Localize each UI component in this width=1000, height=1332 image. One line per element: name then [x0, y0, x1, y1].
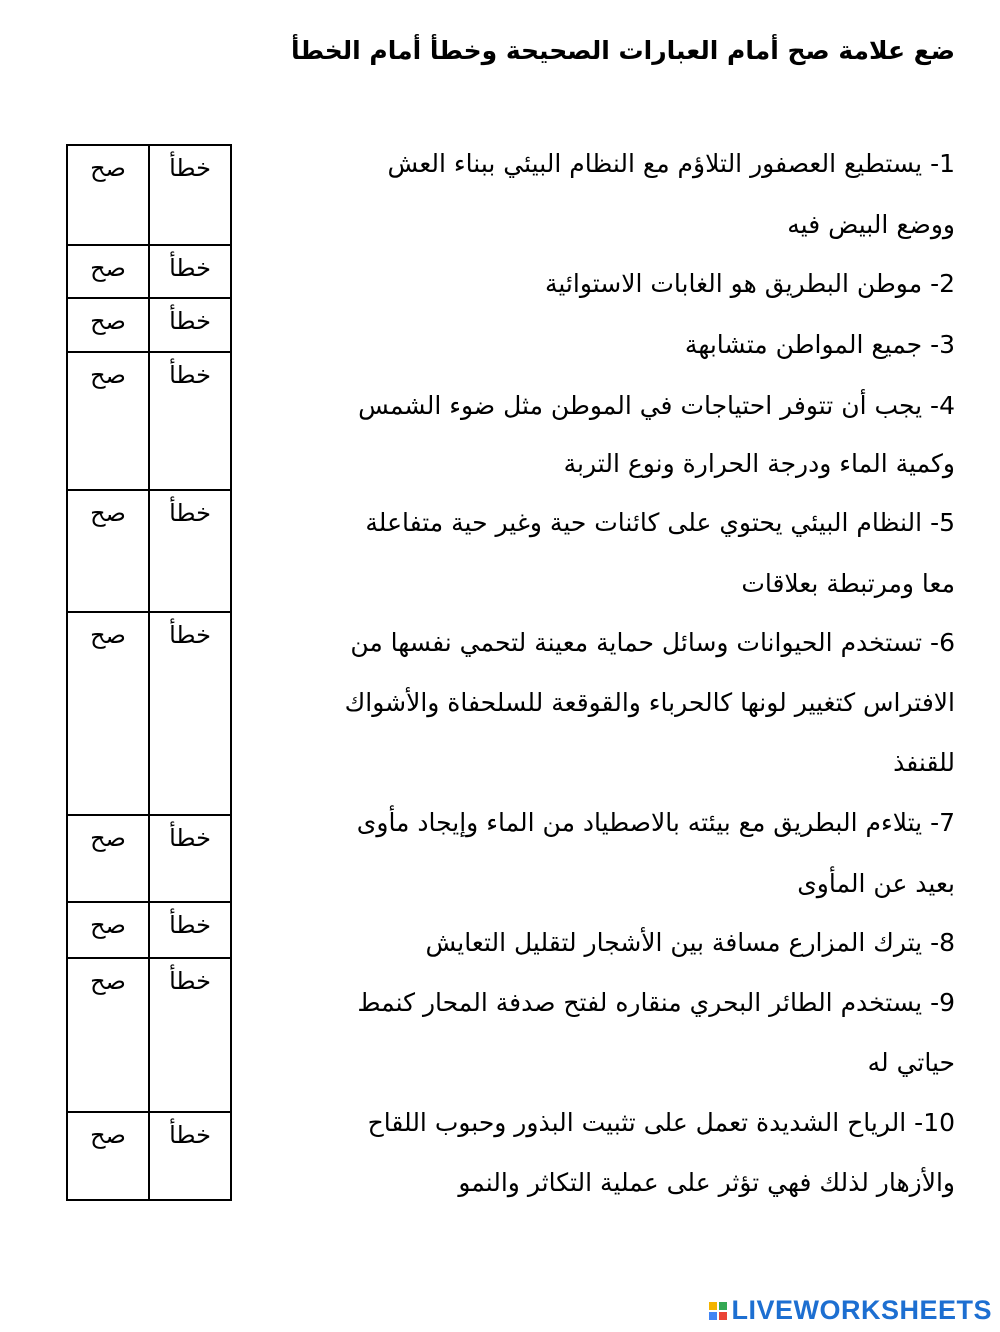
- question-9-line-1: 9- يستخدم الطائر البحري منقاره لفتح صدفة المحار كنمط: [357, 988, 955, 1017]
- logo-square: [709, 1312, 717, 1320]
- true-option[interactable]: صح: [67, 612, 149, 815]
- true-option[interactable]: صح: [67, 815, 149, 902]
- logo-icon: [709, 1302, 727, 1320]
- true-option[interactable]: صح: [67, 145, 149, 245]
- true-option[interactable]: صح: [67, 298, 149, 352]
- question-4-line-1: 4- يجب أن تتوفر احتياجات في الموطن مثل ضوء الشمس: [358, 391, 955, 420]
- false-option[interactable]: خطأ: [149, 298, 231, 352]
- false-option[interactable]: خطأ: [149, 1112, 231, 1200]
- logo-square: [709, 1302, 717, 1310]
- false-option[interactable]: خطأ: [149, 902, 231, 958]
- answer-row-1: [67, 145, 231, 245]
- answer-row-5: [67, 490, 231, 612]
- question-4-line-2: وكمية الماء ودرجة الحرارة ونوع التربة: [563, 449, 955, 478]
- question-7-line-2: بعيد عن المأوى: [797, 869, 955, 898]
- false-option[interactable]: خطأ: [149, 815, 231, 902]
- false-option[interactable]: خطأ: [149, 958, 231, 1112]
- question-6-line-3: للقنفذ: [893, 748, 955, 777]
- question-5-line-2: معا ومرتبطة بعلاقات: [741, 569, 955, 598]
- true-option[interactable]: صح: [67, 245, 149, 298]
- true-option[interactable]: صح: [67, 902, 149, 958]
- answer-row-2: [67, 245, 231, 298]
- question-8-line-1: 8- يترك المزارع مسافة بين الأشجار لتقليل التعايش: [425, 928, 955, 957]
- question-10-line-2: والأزهار لذلك فهي تؤثر على عملية التكاثر والنمو: [458, 1168, 955, 1197]
- true-option[interactable]: صح: [67, 490, 149, 612]
- question-1-line-2: ووضع البيض فيه: [787, 210, 955, 239]
- answer-table: [66, 144, 232, 1201]
- page-title: ضع علامة صح أمام العبارات الصحيحة وخطأ أمام الخطأ: [290, 36, 955, 65]
- answer-row-4: [67, 352, 231, 490]
- false-option[interactable]: خطأ: [149, 490, 231, 612]
- true-option[interactable]: صح: [67, 958, 149, 1112]
- answer-row-9: [67, 958, 231, 1112]
- false-option[interactable]: خطأ: [149, 145, 231, 245]
- answer-row-3: [67, 298, 231, 352]
- answer-row-6: [67, 612, 231, 815]
- answer-row-8: [67, 902, 231, 958]
- false-option[interactable]: خطأ: [149, 245, 231, 298]
- question-9-line-2: حياتي له: [867, 1048, 955, 1077]
- question-3-line-1: 3- جميع المواطن متشابهة: [684, 330, 955, 359]
- answer-row-10: [67, 1112, 231, 1200]
- question-6-line-2: الافتراس كتغيير لونها كالحرباء والقوقعة للسلحفاة والأشواك: [344, 688, 955, 717]
- logo-square: [719, 1302, 727, 1310]
- logo-text: LIVEWORKSHEETS: [731, 1295, 992, 1325]
- true-option[interactable]: صح: [67, 352, 149, 490]
- logo-square: [719, 1312, 727, 1320]
- question-10-line-1: 10- الرياح الشديدة تعمل على تثبيت البذور وحبوب اللقاح: [367, 1108, 955, 1137]
- false-option[interactable]: خطأ: [149, 352, 231, 490]
- answer-row-7: [67, 815, 231, 902]
- true-option[interactable]: صح: [67, 1112, 149, 1200]
- question-1-line-1: 1- يستطيع العصفور التلاؤم مع النظام البيئي ببناء العش: [387, 149, 955, 178]
- question-5-line-1: 5- النظام البيئي يحتوي على كائنات حية وغير حية متفاعلة: [365, 508, 955, 537]
- false-option[interactable]: خطأ: [149, 612, 231, 815]
- question-7-line-1: 7- يتلاءم البطريق مع بيئته بالاصطياد من الماء وإيجاد مأوى: [356, 808, 955, 837]
- liveworksheets-logo: [709, 1295, 992, 1326]
- question-2-line-1: 2- موطن البطريق هو الغابات الاستوائية: [544, 269, 955, 298]
- question-6-line-1: 6- تستخدم الحيوانات وسائل حماية معينة لتحمي نفسها من: [350, 628, 955, 657]
